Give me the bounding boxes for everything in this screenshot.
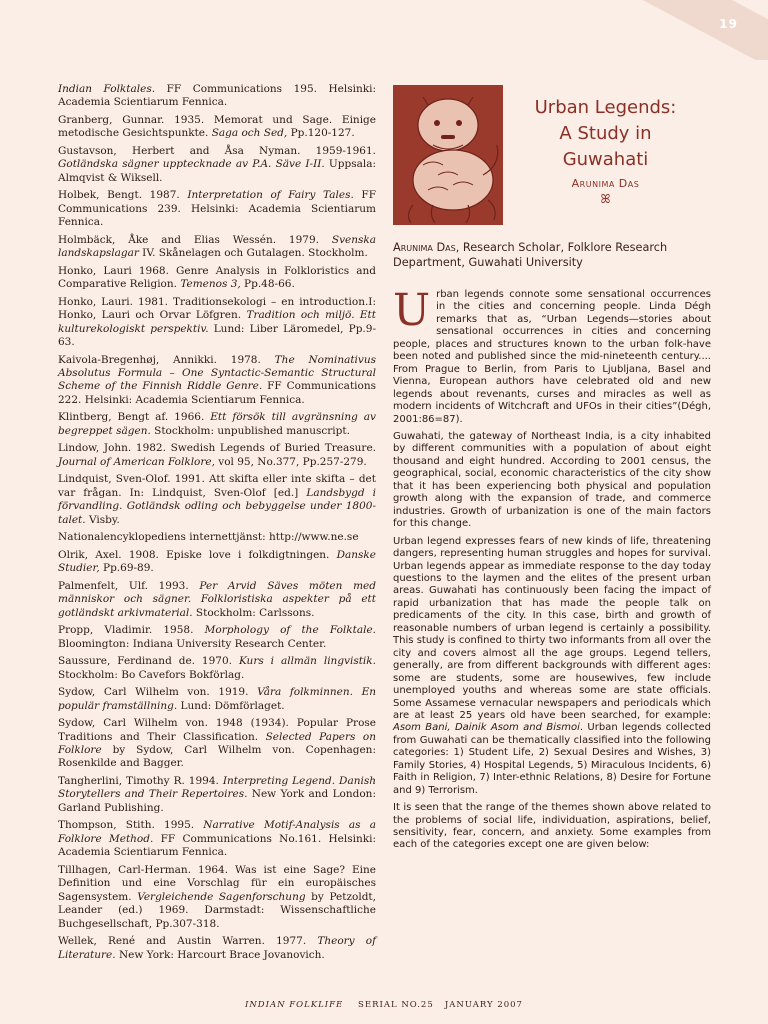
footer-journal: INDIAN FOLKLIFE bbox=[245, 1000, 344, 1010]
reference-item: Sydow, Carl Wilhelm von. 1919. Våra folkminnen. En populär framställning. Lund: Dömförlaget. bbox=[58, 686, 376, 712]
folk-art-illustration bbox=[393, 85, 503, 225]
reference-item: Propp, Vladimir. 1958. Morphology of the Folktale. Bloomington: Indiana University Research Center. bbox=[58, 624, 377, 650]
reference-item: Indian Folktales. FF Communications 195. Helsinki: Academia Scientiarum Fennica. bbox=[58, 83, 376, 109]
paragraph-3: Urban legend expresses fears of new kinds of life, threatening dangers, representing human struggles and hopes for survival. Urban legends appear as immediate response to the day today questions to the laymen and the elites of the present urban areas. Guwahati has continuously been facing the impact of rapid urbanization that has made the people talk on predicaments of the city. In this case, birth and growth of reasonable numbers of urban legend is certainly a possibility. This study is confined to thirty two informants from all over the city and covers almost all the age groups. Legend tellers, generally, are from different backgrounds with different ages: some are students, some are housewives, few include unemployed youths and whereas some are state officials. Some Assamese vernacular newspapers and periodicals which are at least 25 years old have been searched, for example: Asom Bani, Dainik Asom and Bismoi. Urban legends collected from Guwahati can be thematically classified into the following categories: 1) Student Life, 2) Sexual Desires and Wishes, 3) Family Stories, 4) Hospital Legends, 5) Miraculous Incidents, 6) Faith in Religion, 7) Inter-ethnic Relations, 8) Desire for Fortune and 9) Terrorism. bbox=[393, 535, 712, 796]
reference-item: Lindow, John. 1982. Swedish Legends of Buried Treasure. Journal of American Folklore, vol 95, No.377, Pp.257-279. bbox=[58, 442, 376, 468]
reference-item: Tangherlini, Timothy R. 1994. Interpreting Legend. Danish Storytellers and Their Repertoires. New York and London: Garland Publishing. bbox=[58, 775, 377, 814]
reference-item: Thompson, Stith. 1995. Narrative Motif-Analysis as a Folklore Method. FF Communications No.161. Helsinki: Academia Scientiarum Fennica. bbox=[58, 819, 376, 859]
reference-item: Lindquist, Sven-Olof. 1991. Att skifta eller inte skifta – det var frågan. In: Lindquist, Sven-Olof [ed.] Landsbygd i förvandling. Gotländsk odling och bebyggelse under 1800-talet. Visby. bbox=[58, 473, 376, 526]
reference-item: Granberg, Gunnar. 1935. Memorat und Sage. Einige metodische Gesichtspunkte. Saga och Sed, Pp.120-127. bbox=[58, 114, 376, 140]
reference-item: Tillhagen, Carl-Herman. 1964. Was ist eine Sage? Eine Definition und eine Vorschlag für ein europäisches Sagensystem. Vergleichende Sagenforschung by Petzoldt, Leander (ed.) 1969. Darmstadt: Wissenschaftliche Buchgesellschaft, Pp.307-318. bbox=[58, 863, 376, 930]
article-title-block bbox=[513, 95, 698, 207]
reference-item: Holmbäck, Åke and Elias Wessén. 1979. Svenska landskapslagar IV. Skånelagen och Gutalagen. Stockholm. bbox=[58, 233, 376, 260]
reference-item: Saussure, Ferdinand de. 1970. Kurs i allmän lingvistik. Stockholm: Bo Cavefors Bokförlag. bbox=[58, 655, 376, 681]
author-affiliation bbox=[393, 241, 711, 270]
drop-cap: U bbox=[393, 285, 431, 336]
footer-serial: SERIAL NO.25 bbox=[358, 1000, 434, 1010]
page-footer bbox=[0, 1000, 768, 1010]
references-list bbox=[58, 83, 376, 966]
paragraph-1: Urban legends connote some sensational occurrences in the cities and concerning people. Linda Dégh remarks that as, “Urban Legends—stories about sensational occurrences in cities and concerning people, places and structures known to the urban folk-have been noted and published since the mid-nineteenth century.... From Prague to Berlin, from Paris to Ljubljana, Basel and Vienna, European authors have celebrated old and new legends about revenants, curses and miracles as well as modern incidents of Witchcraft and UFOs in their cities”(Dégh, 2001:86=87). bbox=[393, 285, 711, 425]
article-author: Arunima Das bbox=[571, 177, 640, 190]
article-title-line3: Guwahati bbox=[562, 149, 649, 170]
article-title-line2: A Study in bbox=[559, 123, 652, 144]
reference-item: Honko, Lauri 1968. Genre Analysis in Folkloristics and Comparative Religion. Temenos 3, Pp.48-66. bbox=[58, 264, 376, 291]
article-title-line1: Urban Legends: bbox=[534, 97, 677, 118]
article-body bbox=[393, 285, 712, 857]
reference-item: Nationalencyklopediens internettjänst: http://www.ne.se bbox=[58, 531, 359, 544]
ornament-icon: ꕤ bbox=[600, 192, 611, 206]
footer-date: JANUARY 2007 bbox=[444, 1000, 523, 1010]
reference-item: Kaivola-Bregenhøj, Annikki. 1978. The Nominativus Absolutus Formula – One Syntactic-Semantic Structural Scheme of the Finnish Riddle Genre. FF Communications 222. Helsinki: Academia Scientiarum Fennica. bbox=[58, 353, 376, 406]
tiger-figure-icon bbox=[393, 85, 503, 225]
reference-item: Honko, Lauri. 1981. Traditionsekologi – en introduction.I: Honko, Lauri och Orvar Löfgren. Tradition och miljö. Ett kulturekologiskt perspektiv. Lund: Liber Läromedel, Pp.9-63. bbox=[58, 295, 376, 349]
paragraph-2: Guwahati, the gateway of Northeast India, is a city inhabited by different communities with a population of about eight thousand and eight hundred. According to 2001 census, the geographical, social, economic characteristics of the city show that it has been experiencing both physical and population growth along with the expansion of trade, and commerce industries. Growth of urbanization is one of the main factors for this change. bbox=[393, 430, 711, 530]
page-number: 19 bbox=[719, 17, 738, 31]
affiliation-name: Arunima Das bbox=[393, 241, 456, 254]
affiliation-text: , Research Scholar, Folklore Research Department, Guwahati University bbox=[393, 241, 668, 269]
reference-item: Gustavson, Herbert and Åsa Nyman. 1959-1961. Gotländska sägner upptecknade av P.A. Säve I-II. Uppsala: Almqvist & Wiksell. bbox=[58, 145, 377, 184]
reference-item: Palmenfelt, Ulf. 1993. Per Arvid Säves möten med människor och sägner. Folkloristiska aspekter på ett gotländskt arkivmaterial. Stockholm: Carlssons. bbox=[58, 579, 376, 619]
paragraph-4: It is seen that the range of the themes shown above related to the problems of social life, individuation, aspirations, belief, sensitivity, fear, concern, and anxiety. Some examples from each of the categories except one are given below: bbox=[393, 802, 711, 851]
reference-item: Wellek, René and Austin Warren. 1977. Theory of Literature. New York: Harcourt Brace Jovanovich. bbox=[58, 935, 376, 961]
reference-item: Holbek, Bengt. 1987. Interpretation of Fairy Tales. FF Communications 239. Helsinki: Academia Scientiarum Fennica. bbox=[58, 189, 376, 229]
reference-item: Olrik, Axel. 1908. Episke love i folkdigtningen. Danske Studier, Pp.69-89. bbox=[58, 548, 376, 575]
reference-item: Klintberg, Bengt af. 1966. Ett försök till avgränsning av begreppet sägen. Stockholm: unpublished manuscript. bbox=[58, 411, 376, 437]
page-corner-band bbox=[638, 0, 768, 60]
reference-item: Sydow, Carl Wilhelm von. 1948 (1934). Popular Prose Traditions and Their Classification. Selected Papers on Folklore by Sydow, Carl Wilhelm von. Copenhagen: Rosenkilde and Bagger. bbox=[58, 717, 376, 770]
